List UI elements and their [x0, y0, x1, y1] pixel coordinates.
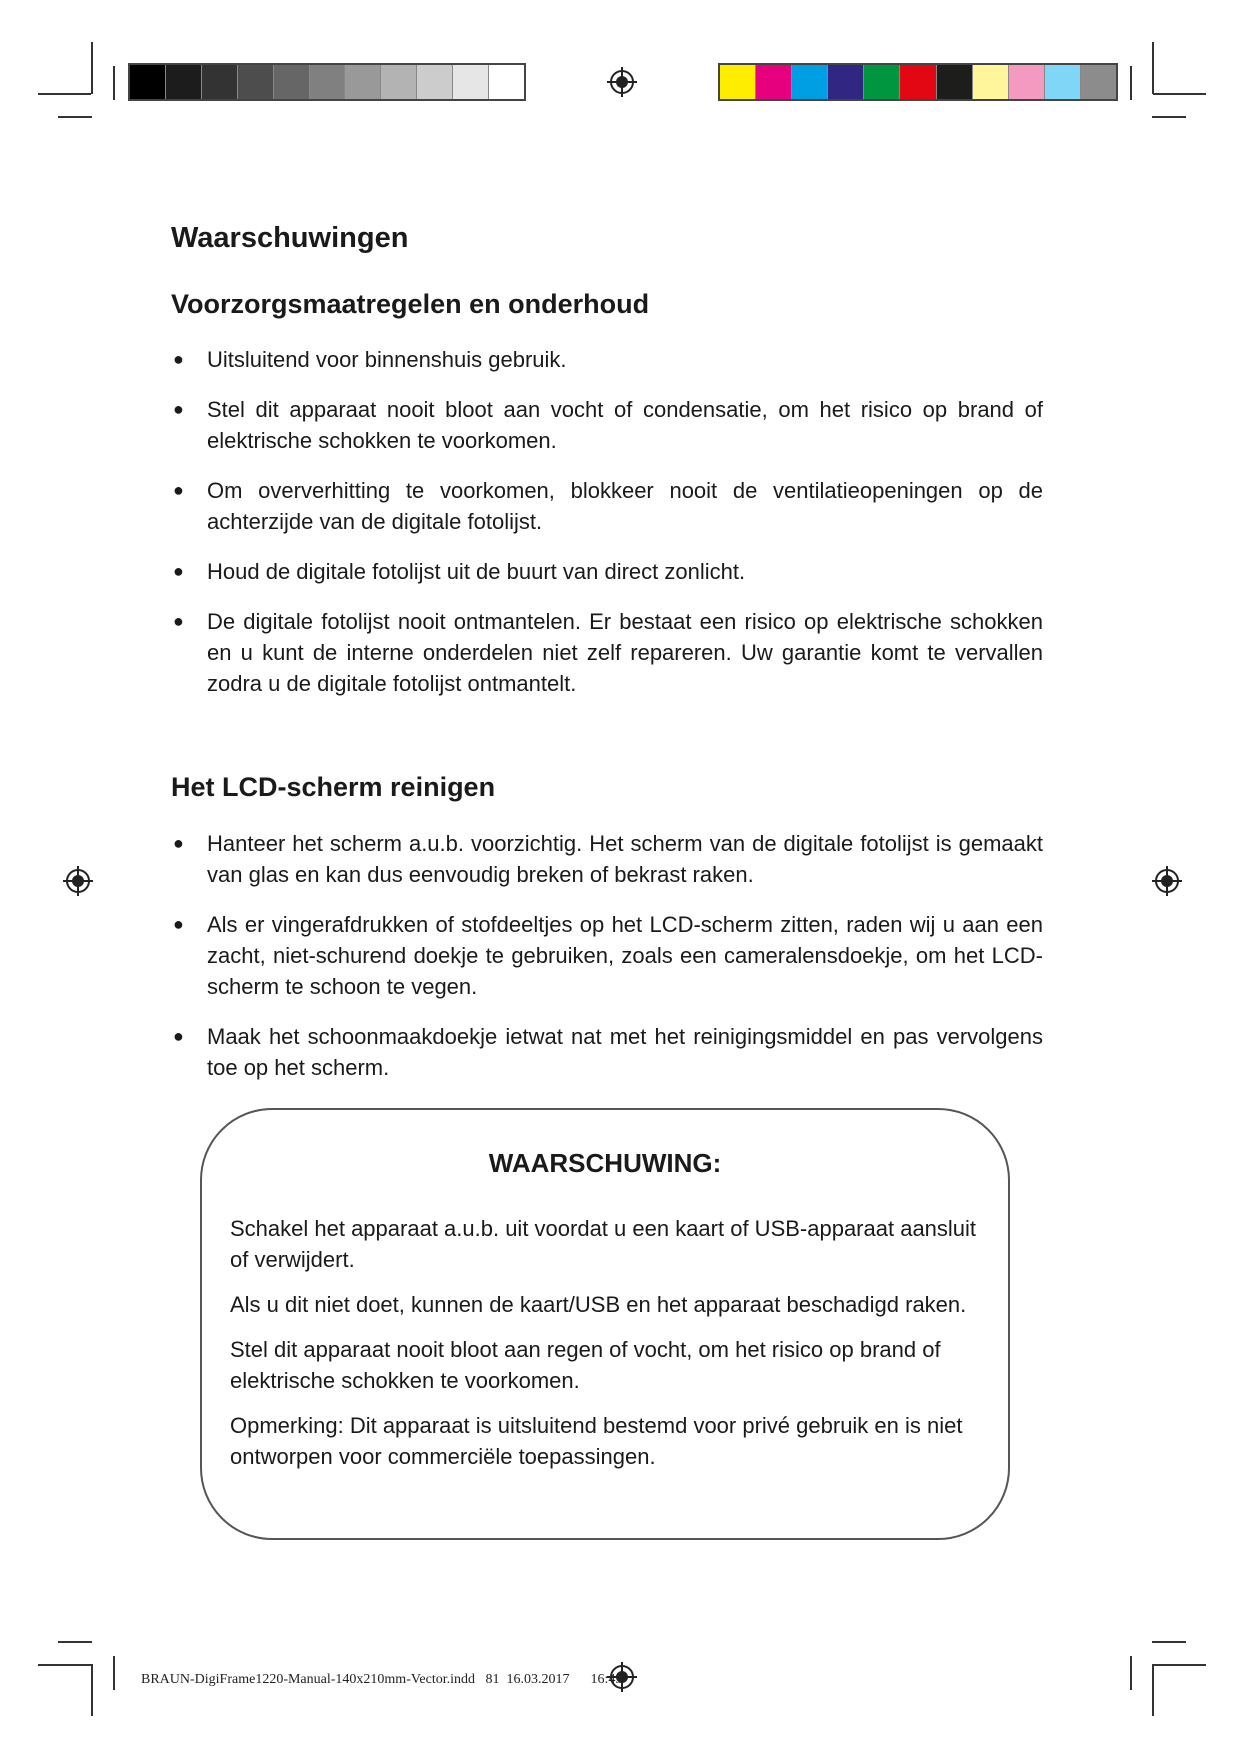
section-heading-lcd-cleaning: Het LCD-scherm reinigen — [171, 772, 496, 802]
list-item — [171, 394, 1043, 456]
slug-file: BRAUN-DigiFrame1220-Manual-140x210mm-Vector.indd — [141, 1672, 476, 1687]
color-swatch — [238, 65, 274, 99]
color-swatch — [345, 65, 381, 99]
color-swatch — [130, 65, 166, 99]
bullet-icon: ● — [173, 833, 184, 853]
registration-mark-icon — [63, 866, 93, 896]
color-swatch — [756, 65, 792, 99]
color-swatch — [166, 65, 202, 99]
crop-mark — [58, 116, 92, 118]
list-item — [171, 475, 1043, 537]
bullet-icon: ● — [173, 399, 184, 419]
color-swatch — [900, 65, 936, 99]
list-item — [171, 1021, 1043, 1083]
grayscale-color-bar — [128, 63, 526, 101]
bullet-icon: ● — [173, 914, 184, 934]
color-swatch — [310, 65, 346, 99]
color-swatch — [864, 65, 900, 99]
color-swatch — [973, 65, 1009, 99]
warning-heading: WAARSCHUWING: — [488, 1148, 722, 1178]
crop-mark — [1152, 42, 1154, 94]
slug-page: 81 — [485, 1672, 500, 1687]
color-swatch — [792, 65, 828, 99]
list-item — [171, 909, 1043, 1002]
warning-box — [200, 1108, 1010, 1540]
list-item-text: De digitale fotolijst nooit ontmantelen. Er bestaat een risico op elektrische schokken en u kunt de interne onderdelen niet zelf repareren. Uw garantie komt te vervallen zodra u de digitale fotolijst ontmantelt. — [207, 609, 1043, 696]
bullet-icon: ● — [173, 349, 184, 369]
crop-mark — [1153, 1664, 1206, 1666]
list-item-text: Houd de digitale fotolijst uit de buurt van direct zonlicht. — [207, 559, 746, 584]
crop-mark — [38, 1664, 91, 1666]
slug-date: 16.03.2017 — [506, 1672, 570, 1687]
list-item — [171, 344, 1043, 375]
list-item-text: Uitsluitend voor binnenshuis gebruik. — [207, 347, 567, 372]
crop-mark — [1152, 116, 1186, 118]
page-title: Waarschuwingen — [171, 222, 409, 254]
color-swatch — [489, 65, 524, 99]
list-item-text: Stel dit apparaat nooit bloot aan vocht of condensatie, om het risico op brand of elektrische schokken te voorkomen. — [207, 397, 1043, 453]
warning-paragraph: Opmerking: Dit apparaat is uitsluitend bestemd voor privé gebruik en is niet ontworpen voor commerciële toepassingen. — [230, 1413, 963, 1469]
list-item — [171, 556, 1043, 587]
warning-paragraph: Stel dit apparaat nooit bloot aan regen of vocht, om het risico op brand of elektrische schokken te voorkomen. — [230, 1337, 941, 1393]
registration-mark-icon — [1152, 866, 1182, 896]
crop-mark — [113, 66, 115, 100]
registration-mark-icon — [607, 67, 637, 97]
color-swatch — [720, 65, 756, 99]
bullet-icon: ● — [173, 561, 184, 581]
list-item-text: Als er vingerafdrukken of stofdeeltjes op het LCD-scherm zitten, raden wij u aan een zacht, niet-schurend doekje te gebruiken, zoals een cameralensdoekje, om het LCD-scherm te schoon te vegen. — [207, 912, 1043, 999]
process-color-bar — [718, 63, 1118, 101]
precautions-list — [171, 344, 1043, 718]
bullet-icon: ● — [173, 611, 184, 631]
crop-mark — [91, 1664, 93, 1716]
print-slug — [141, 1672, 622, 1688]
color-swatch — [937, 65, 973, 99]
color-swatch — [828, 65, 864, 99]
list-item-text: Hanteer het scherm a.u.b. voorzichtig. Het scherm van de digitale fotolijst is gemaakt van glas en kan dus eenvoudig breken of bekrast raken. — [207, 831, 1043, 887]
crop-mark — [1153, 93, 1206, 95]
warning-paragraphs — [230, 1213, 990, 1486]
slug-time: 16:49 — [590, 1672, 623, 1687]
warning-paragraph: Als u dit niet doet, kunnen de kaart/USB en het apparaat beschadigd raken. — [230, 1292, 967, 1317]
bullet-icon: ● — [173, 1026, 184, 1046]
list-item-text: Maak het schoonmaakdoekje ietwat nat met het reinigingsmiddel en pas vervolgens toe op het scherm. — [207, 1024, 1043, 1080]
color-swatch — [202, 65, 238, 99]
crop-mark — [38, 93, 91, 95]
crop-mark — [1130, 66, 1132, 100]
color-swatch — [1045, 65, 1081, 99]
color-swatch — [1081, 65, 1116, 99]
section-heading-precautions: Voorzorgsmaatregelen en onderhoud — [171, 289, 650, 319]
color-swatch — [453, 65, 489, 99]
list-item-text: Om oververhitting te voorkomen, blokkeer nooit de ventilatieopeningen op de achterzijde van de digitale fotolijst. — [207, 478, 1043, 534]
crop-mark — [1130, 1656, 1132, 1690]
list-item — [171, 828, 1043, 890]
color-swatch — [417, 65, 453, 99]
warning-paragraph: Schakel het apparaat a.u.b. uit voordat u een kaart of USB-apparaat aansluit of verwijdert. — [230, 1216, 977, 1272]
color-swatch — [381, 65, 417, 99]
color-swatch — [274, 65, 310, 99]
color-swatch — [1009, 65, 1045, 99]
crop-mark — [1152, 1664, 1154, 1716]
bullet-icon: ● — [173, 480, 184, 500]
crop-mark — [113, 1656, 115, 1690]
list-item — [171, 606, 1043, 699]
lcd-cleaning-list — [171, 828, 1043, 1102]
crop-mark — [91, 42, 93, 94]
crop-mark — [1152, 1641, 1186, 1643]
crop-mark — [58, 1641, 92, 1643]
